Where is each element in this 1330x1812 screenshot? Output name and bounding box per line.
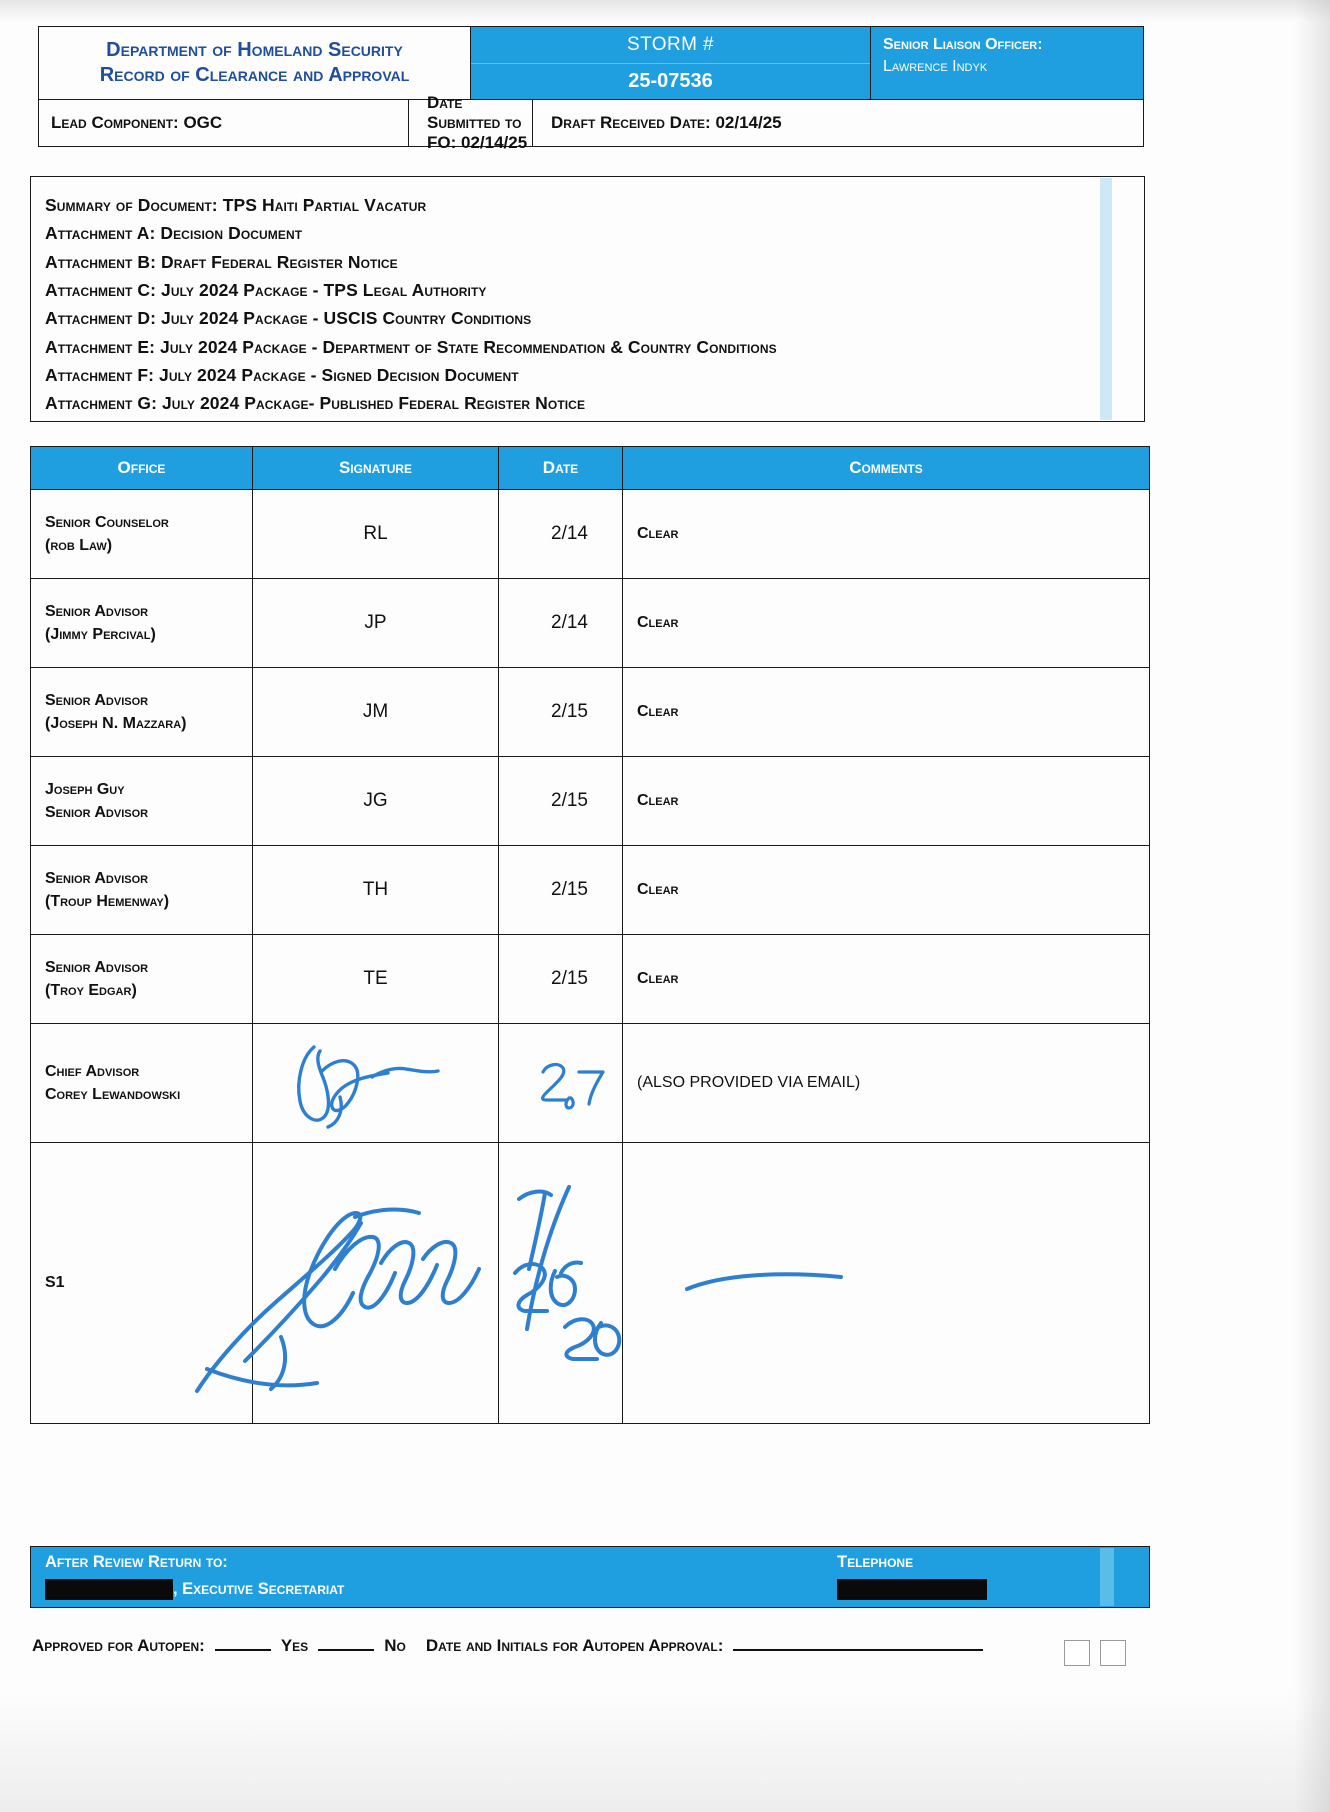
agency-title-cell bbox=[39, 27, 471, 99]
row-signature bbox=[253, 1143, 499, 1423]
row-signature: JP bbox=[253, 579, 499, 667]
autopen-label: Approved for Autopen: bbox=[32, 1636, 205, 1655]
header-table bbox=[38, 26, 1144, 152]
header-row-top bbox=[39, 27, 1143, 99]
attachment-e: Attachment E: July 2024 Package - Department of State Recommendation & Country Conditions bbox=[45, 336, 777, 357]
checkbox-left[interactable] bbox=[1064, 1640, 1090, 1666]
row-signature: TH bbox=[253, 846, 499, 934]
row-date: 2/14 bbox=[499, 579, 623, 667]
telephone-value bbox=[837, 1579, 987, 1600]
office-line2: (Joseph N. Mazzara) bbox=[45, 715, 187, 732]
after-review-return-label: After Review Return to: bbox=[45, 1553, 228, 1571]
attachment-b: Attachment B: Draft Federal Register Notice bbox=[45, 251, 398, 272]
office-line2: Corey Lewandowski bbox=[45, 1086, 181, 1103]
autopen-date-initials-blank[interactable] bbox=[733, 1649, 983, 1651]
scan-artifact-bar bbox=[1100, 27, 1114, 99]
row-office bbox=[31, 1024, 253, 1142]
storm-number: 25-07536 bbox=[471, 63, 870, 100]
handwritten-dash bbox=[681, 1263, 881, 1303]
checkbox-right[interactable] bbox=[1100, 1640, 1126, 1666]
table-row bbox=[31, 1142, 1149, 1423]
row-signature: TE bbox=[253, 935, 499, 1023]
table-row bbox=[31, 1023, 1149, 1142]
agency-title-line1: Department of Homeland Security bbox=[106, 39, 403, 61]
header-row-bottom bbox=[39, 93, 1143, 152]
storm-number-cell bbox=[471, 27, 871, 99]
handwritten-date-large bbox=[501, 1177, 625, 1367]
handwritten-signature-large bbox=[185, 1151, 515, 1421]
slo-name: Lawrence Indyk bbox=[883, 57, 988, 75]
row-comments: Clear bbox=[637, 525, 679, 542]
row-office bbox=[31, 668, 253, 756]
summary-line: Summary of Document: TPS Haiti Partial Vacatur bbox=[45, 195, 427, 215]
column-header-date: Date bbox=[499, 447, 623, 489]
office-line1: Senior Advisor bbox=[45, 958, 149, 976]
agency-title-line2: Record of Clearance and Approval bbox=[99, 64, 410, 86]
row-office bbox=[31, 757, 253, 845]
return-to-office: , Executive Secretariat bbox=[173, 1580, 345, 1598]
clearance-table bbox=[30, 446, 1150, 1424]
redaction-block bbox=[837, 1579, 987, 1600]
date-submitted-to-fo: Date Submitted to FO: 02/14/25 bbox=[409, 100, 533, 146]
autopen-yes-blank[interactable] bbox=[215, 1649, 271, 1651]
office-line2: (rob Law) bbox=[45, 537, 113, 554]
attachment-c: Attachment C: July 2024 Package - TPS Legal Authority bbox=[45, 280, 487, 301]
row-comments: Clear bbox=[637, 792, 679, 809]
office-line1: Senior Advisor bbox=[45, 869, 149, 887]
row-office bbox=[31, 846, 253, 934]
attachment-a: Attachment A: Decision Document bbox=[45, 223, 303, 244]
handwritten-date bbox=[525, 1038, 615, 1128]
table-row bbox=[31, 578, 1149, 667]
office-line1: Chief Advisor bbox=[45, 1062, 140, 1080]
row-signature: JM bbox=[253, 668, 499, 756]
office-line2: (Jimmy Percival) bbox=[45, 626, 156, 643]
draft-received-date: Draft Received Date: 02/14/25 bbox=[551, 113, 782, 132]
slo-label: Senior Liaison Officer: bbox=[883, 36, 1043, 53]
row-office bbox=[31, 935, 253, 1023]
row-date: 2/15 bbox=[499, 846, 623, 934]
table-row bbox=[31, 756, 1149, 845]
column-header-office: Office bbox=[31, 447, 253, 489]
row-comments: Clear bbox=[637, 614, 679, 631]
summary-box bbox=[30, 176, 1145, 422]
table-header-row bbox=[31, 447, 1149, 489]
attachment-d: Attachment D: July 2024 Package - USCIS Country Conditions bbox=[45, 308, 532, 329]
scan-artifact-bar bbox=[1100, 1548, 1114, 1606]
office-line2: Senior Advisor bbox=[45, 804, 149, 821]
storm-label: STORM # bbox=[627, 33, 714, 55]
handwritten-signature bbox=[276, 1027, 476, 1139]
autopen-no-label: No bbox=[384, 1636, 406, 1655]
row-signature: JG bbox=[253, 757, 499, 845]
attachment-f: Attachment F: July 2024 Package - Signed Decision Document bbox=[45, 365, 519, 386]
row-date bbox=[499, 1143, 623, 1423]
row-date: 2/15 bbox=[499, 935, 623, 1023]
table-row bbox=[31, 934, 1149, 1023]
row-date: 2/14 bbox=[499, 490, 623, 578]
office-line1: Joseph Guy bbox=[45, 780, 125, 798]
lead-component: Lead Component: OGC bbox=[39, 100, 409, 146]
scan-artifact-bar bbox=[1118, 27, 1127, 99]
autopen-no-blank[interactable] bbox=[318, 1649, 374, 1651]
table-row bbox=[31, 845, 1149, 934]
row-date bbox=[499, 1024, 623, 1142]
autopen-yes-label: Yes bbox=[280, 1636, 309, 1655]
scan-shadow-bottom bbox=[0, 1692, 1330, 1812]
attachment-g: Attachment G: July 2024 Package- Published Federal Register Notice bbox=[45, 393, 586, 414]
office-line1: Senior Advisor bbox=[45, 691, 149, 709]
row-comments: Clear bbox=[637, 703, 679, 720]
row-office bbox=[31, 579, 253, 667]
row-office bbox=[31, 490, 253, 578]
row-date: 2/15 bbox=[499, 668, 623, 756]
office-line2: (Troup Hemenway) bbox=[45, 893, 170, 910]
scan-artifact-bar bbox=[1100, 178, 1112, 420]
column-header-comments: Comments bbox=[849, 458, 923, 477]
redaction-block bbox=[45, 1579, 173, 1600]
footer-bar bbox=[30, 1546, 1150, 1608]
row-comments bbox=[623, 1143, 1149, 1423]
table-row bbox=[31, 667, 1149, 756]
row-signature bbox=[253, 1024, 499, 1142]
autopen-line bbox=[32, 1636, 1132, 1656]
scan-shadow-right bbox=[1294, 0, 1330, 1812]
office-line1: Senior Counselor bbox=[45, 513, 169, 531]
row-comments: Clear bbox=[637, 881, 679, 898]
row-comments: (ALSO PROVIDED VIA EMAIL) bbox=[637, 1074, 861, 1091]
office-line1: S1 bbox=[45, 1274, 65, 1292]
office-line2: (Troy Edgar) bbox=[45, 982, 137, 999]
row-signature: RL bbox=[253, 490, 499, 578]
table-row bbox=[31, 489, 1149, 578]
after-review-return-value bbox=[45, 1579, 344, 1600]
scan-shadow-top bbox=[0, 0, 1330, 22]
row-date: 2/15 bbox=[499, 757, 623, 845]
office-line1: Senior Advisor bbox=[45, 602, 149, 620]
autopen-date-initials-label: Date and Initials for Autopen Approval: bbox=[425, 1636, 724, 1655]
column-header-signature: Signature bbox=[253, 447, 499, 489]
row-comments: Clear bbox=[637, 970, 679, 987]
telephone-label: Telephone bbox=[837, 1553, 914, 1571]
